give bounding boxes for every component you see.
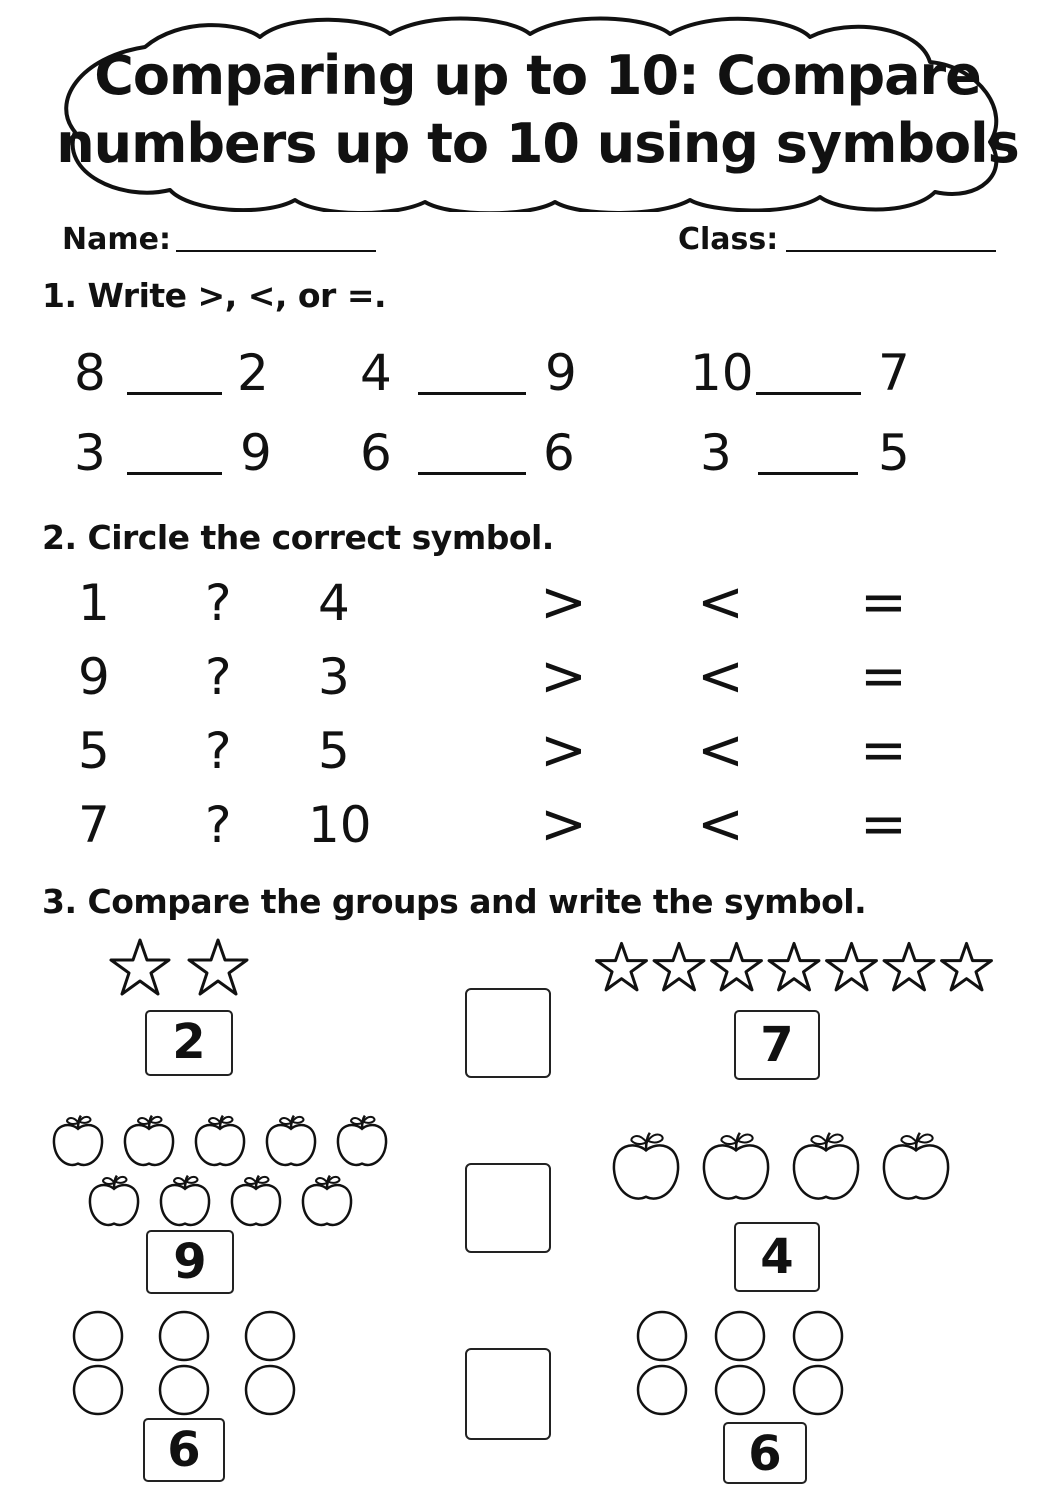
less-than-choice[interactable]: < [697,792,744,857]
row-right-number: 3 [318,648,350,706]
less-than-choice[interactable]: < [697,718,744,783]
star-icon [654,943,704,989]
title-banner [50,12,1025,212]
apple-icon [267,1116,315,1165]
name-label: Name: [62,222,171,257]
apple-icon [303,1176,351,1225]
apple-icon [90,1176,138,1225]
less-than-choice[interactable]: < [697,644,744,709]
circle-icon [716,1312,764,1360]
star-icon [712,943,762,989]
answer-blank[interactable] [756,392,861,395]
answer-blank[interactable] [127,392,222,395]
count-box: 2 [145,1010,233,1076]
count-box: 4 [734,1222,820,1292]
page-title-line-2: numbers up to 10 using symbols [56,112,1019,175]
apple-group-left [46,1098,396,1228]
section-2-heading: 2. Circle the correct symbol. [42,518,554,557]
star-group-left [108,936,250,1000]
count-box: 9 [146,1230,234,1294]
row-left-number: 9 [78,648,110,706]
answer-box[interactable] [465,1348,551,1440]
circle-icon [638,1366,686,1414]
problem-right-number: 5 [878,424,910,482]
row-right-number: 5 [318,722,350,780]
circle-icon [246,1312,294,1360]
problem-right-number: 9 [545,344,577,402]
row-right-number: 10 [308,796,372,854]
equals-choice[interactable]: = [860,570,907,635]
row-left-number: 1 [78,574,110,632]
problem-left-number: 6 [360,424,392,482]
apple-group-right [604,1122,954,1204]
star-icon [769,943,819,989]
circle-icon [160,1312,208,1360]
greater-than-choice[interactable]: > [540,718,587,783]
star-icon [597,943,647,989]
circle-group-right [634,1308,848,1418]
answer-blank[interactable] [418,472,526,475]
answer-blank[interactable] [127,472,222,475]
apple-icon [54,1116,102,1165]
problem-right-number: 6 [543,424,575,482]
greater-than-choice[interactable]: > [540,792,587,857]
page-title-line-1: Comparing up to 10: Compare [94,44,981,107]
greater-than-choice[interactable]: > [540,570,587,635]
apple-icon [884,1133,948,1199]
star-icon [884,943,934,989]
question-mark: ? [205,574,232,632]
row-left-number: 7 [78,796,110,854]
answer-box[interactable] [465,988,551,1078]
problem-right-number: 9 [240,424,272,482]
circle-icon [716,1366,764,1414]
equals-choice[interactable]: = [860,644,907,709]
apple-icon [232,1176,280,1225]
answer-blank[interactable] [418,392,526,395]
problem-right-number: 2 [237,344,269,402]
count-box: 6 [143,1418,225,1482]
question-mark: ? [205,648,232,706]
apple-icon [338,1116,386,1165]
question-mark: ? [205,722,232,780]
circle-icon [160,1366,208,1414]
problem-left-number: 8 [74,344,106,402]
equals-choice[interactable]: = [860,718,907,783]
greater-than-choice[interactable]: > [540,644,587,709]
circle-icon [794,1312,842,1360]
circle-group-left [70,1308,302,1418]
problem-left-number: 10 [690,344,754,402]
section-3-heading: 3. Compare the groups and write the symbol. [42,882,867,921]
star-icon [827,943,877,989]
name-field[interactable] [176,250,376,252]
row-right-number: 4 [318,574,350,632]
apple-icon [161,1176,209,1225]
problem-left-number: 4 [360,344,392,402]
apple-icon [704,1133,768,1199]
row-left-number: 5 [78,722,110,780]
apple-icon [794,1133,858,1199]
star-group-right [592,940,994,996]
circle-icon [246,1366,294,1414]
section-1-heading: 1. Write >, <, or =. [42,276,387,315]
circle-icon [74,1312,122,1360]
problem-left-number: 3 [700,424,732,482]
star-icon [189,940,247,994]
circle-icon [794,1366,842,1414]
apple-icon [196,1116,244,1165]
answer-blank[interactable] [758,472,858,475]
answer-box[interactable] [465,1163,551,1253]
star-icon [111,940,169,994]
less-than-choice[interactable]: < [697,570,744,635]
star-icon [942,943,992,989]
count-box: 6 [723,1422,807,1484]
circle-icon [638,1312,686,1360]
class-field[interactable] [786,250,996,252]
apple-icon [125,1116,173,1165]
equals-choice[interactable]: = [860,792,907,857]
circle-icon [74,1366,122,1414]
problem-left-number: 3 [74,424,106,482]
count-box: 7 [734,1010,820,1080]
problem-right-number: 7 [878,344,910,402]
class-label: Class: [678,222,779,257]
apple-icon [614,1133,678,1199]
question-mark: ? [205,796,232,854]
